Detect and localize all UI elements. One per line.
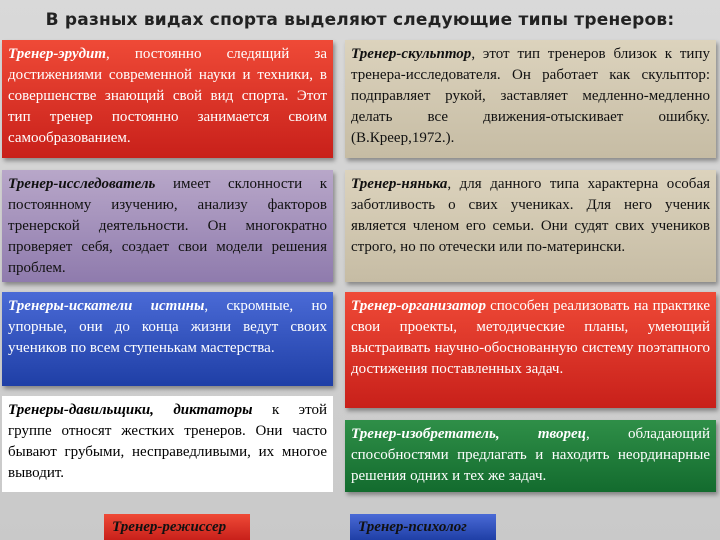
card-erudite — [2, 40, 333, 158]
card-text: , обладающий способностями предлагать и находить неординарные решения одних и тех же задач. — [351, 426, 710, 484]
card-text: имеет склонности к постоянному изучению, анализу факторов тренерской деятельности. Он многократно проверяет себя, создает свои модели решения проблем. — [8, 176, 327, 276]
card-text: , скромные, но упорные, они до конца жизни ведут своих учеников по всем ступенькам мастерства. — [8, 298, 327, 356]
card-dictators — [2, 396, 333, 492]
card-text: , для данного типа характерна особая заботливость о свих учениках. Для него ученик является членом его семьи. Они судят свих учеников строго, но по отечески или по-матерински. — [351, 176, 710, 255]
card-nanny — [345, 170, 716, 282]
card-term: Тренер-исследователь — [8, 176, 156, 192]
card-researcher — [2, 170, 333, 282]
label-director: Тренер-режиссер — [104, 514, 250, 540]
card-text: , этот тип тренеров близок к типу тренера-исследователя. Он работает как скульптор: подправляет рукой, заставляет медленно-медленно делать все движения-отыскивает ошибку. (В.Креер,1972.). — [351, 46, 710, 146]
card-term: Тренеры-давильщики, диктаторы — [8, 402, 253, 418]
slide-title: В разных видах спорта выделяют следующие типы тренеров: — [45, 10, 675, 30]
card-text: к этой группе относят жестких тренеров. Они часто бывают грубыми, несправедливыми, их многое выводит. — [8, 402, 327, 481]
card-sculptor — [345, 40, 716, 158]
card-term: Тренеры-искатели истины — [8, 298, 205, 314]
card-term: Тренер-нянька — [351, 176, 448, 192]
card-organizer — [345, 292, 716, 408]
card-term: Тренер-изобретатель, творец — [351, 426, 586, 442]
card-term: Тренер-организатор — [351, 298, 486, 314]
card-inventor — [345, 420, 716, 492]
card-truth-seekers — [2, 292, 333, 386]
card-text: , постоянно следящий за достижениями современной науки и техники, в совершенстве знающий свой вид спорта. Этот тип тренер постоянно занимается своим самообразованием. — [8, 46, 327, 146]
label-psychologist: Тренер-психолог — [350, 514, 496, 540]
card-term: Тренер-эрудит — [8, 46, 107, 62]
card-text: способен реализовать на практике свои проекты, методические планы, умеющий выстраивать научно-обоснованную систему поэтапного достижения поставленных задач. — [351, 298, 710, 377]
card-term: Тренер-скульптор — [351, 46, 472, 62]
